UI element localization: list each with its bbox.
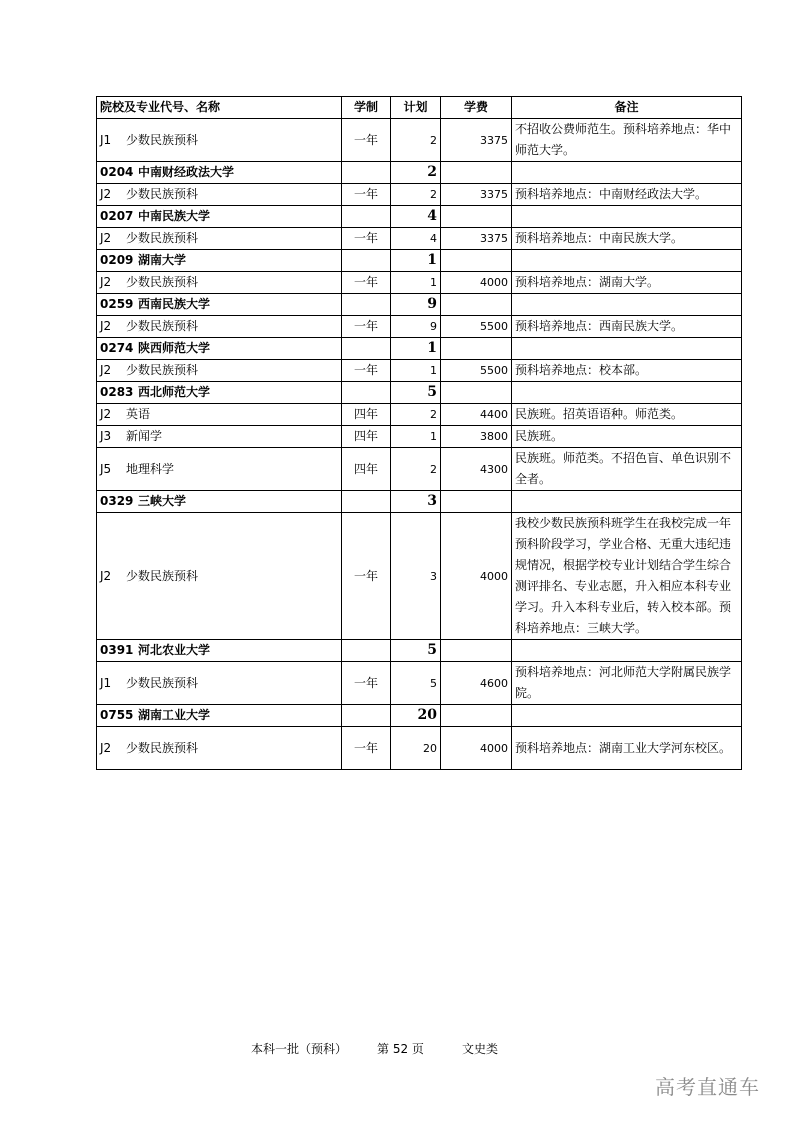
major-code: J1 xyxy=(100,675,112,690)
header-name: 院校及专业代号、名称 xyxy=(97,97,342,119)
university-code: 0209 xyxy=(100,253,134,267)
university-cell xyxy=(97,705,342,727)
footer-page-number: 第 52 页 xyxy=(377,1042,424,1056)
university-code: 0329 xyxy=(100,494,134,508)
major-cell xyxy=(97,360,342,382)
university-name: 中南财经政法大学 xyxy=(138,165,235,179)
university-row xyxy=(97,338,742,360)
major-duration: 四年 xyxy=(342,426,391,448)
major-note: 我校少数民族预科班学生在我校完成一年预科阶段学习，学业合格、无重大违纪违规情况，根据学校专业计划结合学生综合测评排名、专业志愿，升入相应本科专业学习。升入本科专业后，转入校本部。预科培养地点：三峡大学。 xyxy=(512,513,742,640)
major-plan: 5 xyxy=(391,662,441,705)
major-duration: 一年 xyxy=(342,184,391,206)
major-row xyxy=(97,662,742,705)
major-cell xyxy=(97,448,342,491)
major-note: 预科培养地点：中南民族大学。 xyxy=(512,228,742,250)
footer-batch: 本科一批（预科） xyxy=(251,1042,348,1056)
major-fee: 4000 xyxy=(441,513,512,640)
major-duration: 一年 xyxy=(342,360,391,382)
fee-cell-empty xyxy=(441,162,512,184)
major-note: 预科培养地点：河北师范大学附属民族学院。 xyxy=(512,662,742,705)
major-cell xyxy=(97,272,342,294)
university-plan: 2 xyxy=(391,162,441,184)
duration-cell-empty xyxy=(342,705,391,727)
university-name: 三峡大学 xyxy=(138,494,187,508)
fee-cell-empty xyxy=(441,206,512,228)
major-fee: 4600 xyxy=(441,662,512,705)
major-name: 少数民族预科 xyxy=(126,319,199,333)
university-plan: 3 xyxy=(391,491,441,513)
duration-cell-empty xyxy=(342,162,391,184)
major-fee: 5500 xyxy=(441,316,512,338)
major-plan: 9 xyxy=(391,316,441,338)
duration-cell-empty xyxy=(342,382,391,404)
major-duration: 一年 xyxy=(342,228,391,250)
university-row xyxy=(97,705,742,727)
major-name: 少数民族预科 xyxy=(126,675,199,690)
note-cell-empty xyxy=(512,294,742,316)
university-name: 西南民族大学 xyxy=(138,297,211,311)
major-cell xyxy=(97,119,342,162)
note-cell-empty xyxy=(512,250,742,272)
fee-cell-empty xyxy=(441,382,512,404)
major-row xyxy=(97,513,742,640)
university-code: 0274 xyxy=(100,341,134,355)
major-code: J2 xyxy=(100,407,112,421)
major-plan: 2 xyxy=(391,448,441,491)
note-cell-empty xyxy=(512,491,742,513)
major-row xyxy=(97,448,742,491)
major-code: J2 xyxy=(100,275,112,289)
university-code: 0755 xyxy=(100,708,134,722)
university-row xyxy=(97,206,742,228)
major-row xyxy=(97,316,742,338)
major-plan: 2 xyxy=(391,184,441,206)
major-note: 预科培养地点：湖南大学。 xyxy=(512,272,742,294)
major-note: 预科培养地点：湖南工业大学河东校区。 xyxy=(512,727,742,770)
major-row xyxy=(97,119,742,162)
major-note: 预科培养地点：校本部。 xyxy=(512,360,742,382)
major-name: 少数民族预科 xyxy=(126,231,199,245)
major-note: 民族班。 xyxy=(512,426,742,448)
duration-cell-empty xyxy=(342,250,391,272)
university-cell xyxy=(97,206,342,228)
university-name: 中南民族大学 xyxy=(138,209,211,223)
university-plan: 4 xyxy=(391,206,441,228)
duration-cell-empty xyxy=(342,640,391,662)
major-cell xyxy=(97,727,342,770)
university-code: 0204 xyxy=(100,165,134,179)
note-cell-empty xyxy=(512,640,742,662)
major-fee: 3375 xyxy=(441,184,512,206)
fee-cell-empty xyxy=(441,640,512,662)
major-fee: 3375 xyxy=(441,119,512,162)
header-note: 备注 xyxy=(512,97,742,119)
university-name: 河北农业大学 xyxy=(138,643,211,657)
university-row xyxy=(97,250,742,272)
major-fee: 3800 xyxy=(441,426,512,448)
major-duration: 四年 xyxy=(342,448,391,491)
major-note: 民族班。招英语语种。师范类。 xyxy=(512,404,742,426)
major-name: 少数民族预科 xyxy=(126,132,199,147)
major-name: 少数民族预科 xyxy=(126,275,199,289)
major-code: J5 xyxy=(100,461,112,476)
university-row xyxy=(97,491,742,513)
note-cell-empty xyxy=(512,162,742,184)
major-cell xyxy=(97,662,342,705)
major-duration: 一年 xyxy=(342,662,391,705)
university-code: 0391 xyxy=(100,643,134,657)
university-cell xyxy=(97,382,342,404)
major-plan: 4 xyxy=(391,228,441,250)
header-duration: 学制 xyxy=(342,97,391,119)
major-name: 新闻学 xyxy=(126,429,163,443)
major-row xyxy=(97,426,742,448)
major-row xyxy=(97,404,742,426)
major-code: J2 xyxy=(100,231,112,245)
table-header-row xyxy=(97,97,742,119)
university-row xyxy=(97,294,742,316)
fee-cell-empty xyxy=(441,294,512,316)
university-name: 西北师范大学 xyxy=(138,385,211,399)
watermark-logo: 高考直通车 xyxy=(655,1075,760,1099)
university-row xyxy=(97,640,742,662)
major-duration: 一年 xyxy=(342,119,391,162)
major-code: J2 xyxy=(100,740,112,755)
university-plan: 1 xyxy=(391,338,441,360)
major-row xyxy=(97,272,742,294)
major-note: 不招收公费师范生。预科培养地点：华中师范大学。 xyxy=(512,119,742,162)
major-name: 少数民族预科 xyxy=(126,363,199,377)
university-cell xyxy=(97,294,342,316)
major-code: J2 xyxy=(100,363,112,377)
university-plan: 20 xyxy=(391,705,441,727)
major-name: 少数民族预科 xyxy=(126,740,199,755)
university-cell xyxy=(97,640,342,662)
major-plan: 20 xyxy=(391,727,441,770)
major-fee: 4000 xyxy=(441,272,512,294)
major-cell xyxy=(97,513,342,640)
major-name: 英语 xyxy=(126,407,151,421)
university-plan: 5 xyxy=(391,640,441,662)
major-duration: 一年 xyxy=(342,513,391,640)
university-plan: 9 xyxy=(391,294,441,316)
university-code: 0283 xyxy=(100,385,134,399)
major-fee: 4000 xyxy=(441,727,512,770)
header-fee: 学费 xyxy=(441,97,512,119)
major-plan: 3 xyxy=(391,513,441,640)
enrollment-plan-table xyxy=(96,96,742,770)
fee-cell-empty xyxy=(441,705,512,727)
major-plan: 1 xyxy=(391,360,441,382)
note-cell-empty xyxy=(512,382,742,404)
table-body xyxy=(97,119,742,770)
major-cell xyxy=(97,228,342,250)
fee-cell-empty xyxy=(441,250,512,272)
duration-cell-empty xyxy=(342,206,391,228)
major-code: J3 xyxy=(100,429,112,443)
major-code: J2 xyxy=(100,568,112,583)
major-cell xyxy=(97,316,342,338)
major-cell xyxy=(97,426,342,448)
university-row xyxy=(97,382,742,404)
duration-cell-empty xyxy=(342,294,391,316)
fee-cell-empty xyxy=(441,338,512,360)
major-code: J2 xyxy=(100,187,112,201)
duration-cell-empty xyxy=(342,491,391,513)
major-cell xyxy=(97,184,342,206)
header-plan: 计划 xyxy=(391,97,441,119)
university-plan: 1 xyxy=(391,250,441,272)
university-cell xyxy=(97,338,342,360)
fee-cell-empty xyxy=(441,491,512,513)
major-duration: 一年 xyxy=(342,316,391,338)
university-plan: 5 xyxy=(391,382,441,404)
university-row xyxy=(97,162,742,184)
major-cell xyxy=(97,404,342,426)
note-cell-empty xyxy=(512,338,742,360)
major-plan: 1 xyxy=(391,272,441,294)
university-cell xyxy=(97,491,342,513)
major-fee: 4400 xyxy=(441,404,512,426)
major-fee: 5500 xyxy=(441,360,512,382)
major-row xyxy=(97,228,742,250)
major-row xyxy=(97,727,742,770)
major-plan: 2 xyxy=(391,119,441,162)
major-plan: 2 xyxy=(391,404,441,426)
major-code: J2 xyxy=(100,319,112,333)
major-note: 民族班。师范类。不招色盲、单色识别不全者。 xyxy=(512,448,742,491)
note-cell-empty xyxy=(512,705,742,727)
major-name: 少数民族预科 xyxy=(126,568,199,583)
university-name: 湖南大学 xyxy=(138,253,187,267)
major-fee: 4300 xyxy=(441,448,512,491)
major-name: 少数民族预科 xyxy=(126,187,199,201)
major-row xyxy=(97,360,742,382)
university-name: 湖南工业大学 xyxy=(138,708,211,722)
major-name: 地理科学 xyxy=(126,461,175,476)
major-plan: 1 xyxy=(391,426,441,448)
major-code: J1 xyxy=(100,132,112,147)
university-code: 0207 xyxy=(100,209,134,223)
major-fee: 3375 xyxy=(441,228,512,250)
university-name: 陕西师范大学 xyxy=(138,341,211,355)
major-duration: 一年 xyxy=(342,272,391,294)
university-cell xyxy=(97,250,342,272)
major-note: 预科培养地点：西南民族大学。 xyxy=(512,316,742,338)
duration-cell-empty xyxy=(342,338,391,360)
note-cell-empty xyxy=(512,206,742,228)
major-duration: 四年 xyxy=(342,404,391,426)
major-duration: 一年 xyxy=(342,727,391,770)
university-code: 0259 xyxy=(100,297,134,311)
major-row xyxy=(97,184,742,206)
university-cell xyxy=(97,162,342,184)
footer-category: 文史类 xyxy=(462,1042,499,1056)
major-note: 预科培养地点：中南财经政法大学。 xyxy=(512,184,742,206)
